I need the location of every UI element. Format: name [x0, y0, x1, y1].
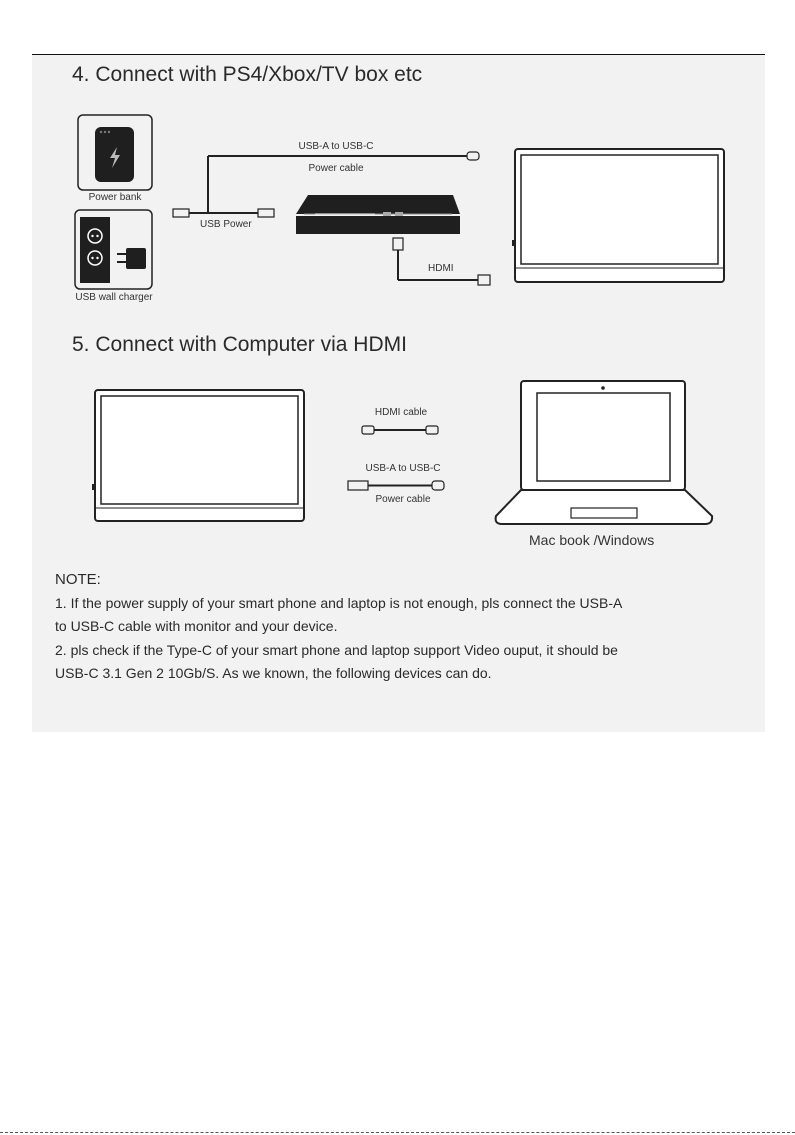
- hdmi-label: HDMI: [428, 263, 454, 274]
- game-console-icon: [296, 195, 460, 234]
- page-bottom-edge: [0, 1132, 795, 1133]
- hdmi-cable: [393, 238, 490, 285]
- usb-power-label: USB Power: [200, 219, 252, 230]
- note-block: [55, 568, 755, 686]
- cable-bottom-label: Power cable: [308, 163, 364, 174]
- hdmi-cable: [362, 426, 438, 434]
- wall-charger-label: USB wall charger: [75, 292, 153, 303]
- note-title: NOTE:: [55, 571, 101, 588]
- note-line: USB-C 3.1 Gen 2 10Gb/S. As we known, the following devices can do.: [55, 665, 492, 681]
- note-line: 2. pls check if the Type-C of your smart phone and laptop support Video ouput, it should be: [55, 641, 618, 658]
- power-bank-icon: [78, 115, 152, 190]
- note-line: 1. If the power supply of your smart phone and laptop is not enough, pls connect the USB-A: [55, 594, 623, 611]
- cable-top-label: USB-A to USB-C: [298, 141, 374, 152]
- portable-monitor-icon: [92, 390, 304, 521]
- usb-cable-top-label: USB-A to USB-C: [365, 463, 441, 474]
- wall-charger-icon: [75, 210, 152, 289]
- power-bank-label: Power bank: [88, 192, 142, 203]
- portable-monitor-icon: [512, 149, 724, 282]
- computer-label: Mac book /Windows: [529, 532, 655, 548]
- hdmi-cable-label: HDMI cable: [374, 407, 428, 418]
- usb-a-to-usb-c-cable: [348, 481, 444, 490]
- usb-cable-bottom-label: Power cable: [375, 494, 431, 505]
- section5-title: 5. Connect with Computer via HDMI: [72, 333, 407, 356]
- note-line: to USB-C cable with monitor and your device.: [55, 618, 338, 634]
- laptop-icon: [496, 381, 713, 524]
- section4-title: 4. Connect with PS4/Xbox/TV box etc: [72, 63, 423, 86]
